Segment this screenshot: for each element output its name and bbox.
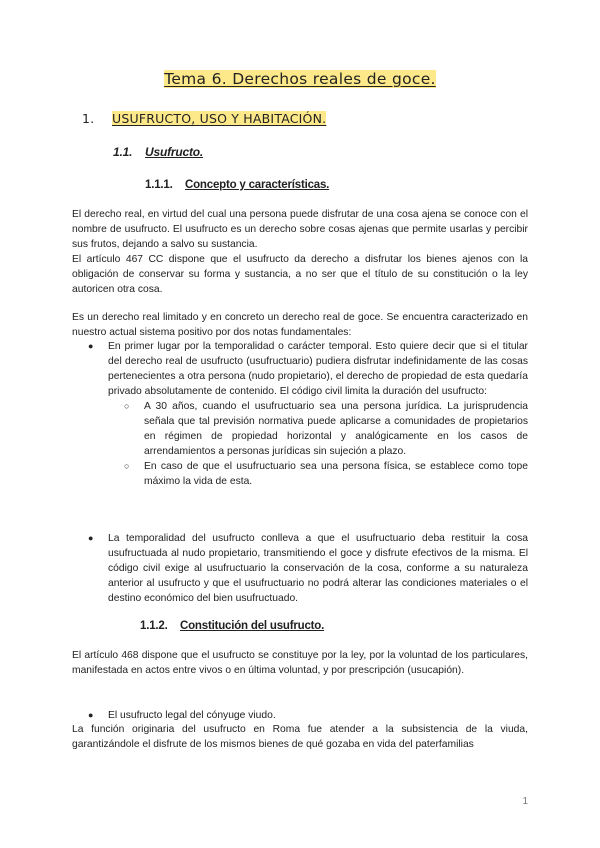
hollow-bullet-icon: ○ [124,461,130,471]
section-heading-1 [82,111,326,126]
list-item-text: En primer lugar por la temporalidad o carácter temporal. Esto quiere decir que si el titular del derecho real de usufructo (usufructuario) pudiera disfrutar indefinidamente de las cosas pertenecientes a otra persona (nudo propietario), el derecho de propiedad de esta quedaría privado absolutamente de contenido. El código civil limita la duración del usufructo: [108,341,528,397]
sublist-item-text: En caso de que el usufructuario sea una persona física, se establece como tope máximo la vida de esta. [144,461,528,487]
sublist-item [108,459,528,489]
paragraph-constitution [72,648,528,678]
subsection-heading-1-1 [113,145,203,159]
paragraph-text: Es un derecho real limitado y en concreto un derecho real de goce. Se encuentra caracterizado en nuestro actual sistema positivo por dos notas fundamentales: [72,312,528,338]
subsubsection-heading-1-1-2 [140,620,324,632]
sublist-item [108,399,528,459]
subsection-label: Usufructo. [145,145,204,159]
duration-sublist [108,399,528,489]
subsubsection-number: 1.1.1. [145,179,173,191]
section-label: USUFRUCTO, USO Y HABITACIÓN. [112,111,327,126]
list-item-text: El usufructo legal del cónyuge viudo. [108,710,276,721]
paragraph-origin [72,722,528,752]
legal-usufruct-list [72,708,528,723]
paragraph-text: El artículo 468 dispone que el usufructo se constituye por la ley, por la voluntad de los particulares, manifestada en actos entre vivos o en última voluntad, y por prescripción (usucapión). [72,650,528,676]
subsection-number: 1.1. [113,145,133,159]
list-item-text: La temporalidad del usufructo conlleva a que el usufructuario deba restituir la cosa usufructuada al nudo propietario, transmitiendo el goce y disfrute efectivos de la misma. El código civil exige al usufructuario la conservación de la cosa, conforme a su naturaleza anterior al usufructo y que el usufructuario no podrá alterar las condiciones materiales o el destino económico del bien usufructuado. [108,533,528,604]
paragraph-characteristics [72,310,528,340]
paragraph-text: El artículo 467 CC dispone que el usufructo da derecho a disfrutar los bienes ajenos con la obligación de conservar su forma y sustancia, a no ser que el título de su constitución o la ley autoricen otra cosa. [72,254,528,295]
list-item [72,531,528,606]
paragraph-text: El derecho real, en virtud del cual una persona puede disfrutar de una cosa ajena se conoce con el nombre de usufructo. El usufructo es un derecho sobre cosas ajenas que permite usarlas y percibir sus frutos, dejando a salvo su sustancia. [72,209,528,250]
subsubsection-number: 1.1.2. [140,620,168,632]
document-title-text: Tema 6. Derechos reales de goce. [164,70,436,88]
bullet-icon: ● [88,533,94,543]
hollow-bullet-icon: ○ [124,401,130,411]
list-item [72,339,528,489]
restitution-list [72,531,528,606]
subsubsection-label: Concepto y características. [185,179,330,191]
subsubsection-label: Constitución del usufructo. [180,620,325,632]
page-number: 1 [522,796,528,807]
bullet-icon: ● [88,710,94,720]
paragraph-text: La función originaria del usufructo en Roma fue atender a la subsistencia de la viuda, garantizándole el disfrute de los mismos bienes de qué gozaba en vida del paterfamilias [72,724,528,750]
document-title [0,70,600,88]
bullet-icon: ● [88,341,94,351]
subsubsection-heading-1-1-1 [145,179,329,191]
sublist-item-text: A 30 años, cuando el usufructuario sea una persona jurídica. La jurisprudencia señala que tal previsión normativa puede aplicarse a comunidades de propietarios en régimen de propiedad horizontal y analógicamente en los casos de arrendamientos a personas jurídicas sin sujeción a plazo. [144,401,528,457]
list-item [72,708,528,723]
paragraph-definition [72,207,528,297]
characteristics-list [72,339,528,489]
section-number: 1. [82,111,95,126]
